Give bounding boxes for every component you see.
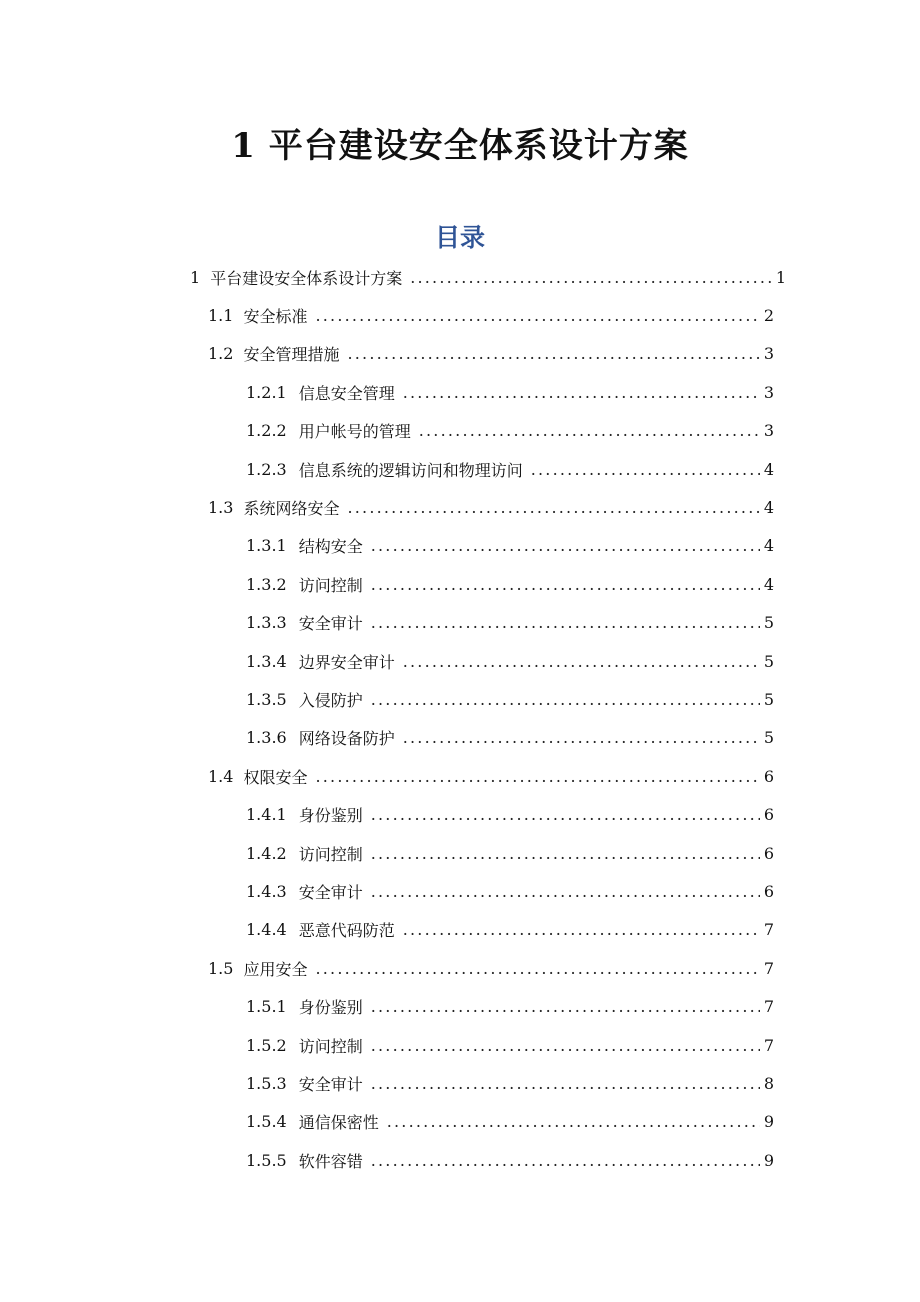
toc-entry-page: 4	[763, 498, 774, 518]
toc-entry-page: 4	[763, 574, 774, 594]
toc-entry-label: 应用安全	[243, 959, 308, 979]
toc-entry[interactable]	[0, 642, 774, 680]
toc-entry-page: 5	[763, 689, 774, 709]
toc-entry-page: 6	[763, 843, 774, 863]
toc-leader-dots	[371, 1036, 760, 1055]
toc-entry-number: 1.3.5	[246, 689, 287, 709]
toc-entry-label: 网络设备防护	[298, 729, 395, 749]
toc-entry-label: 安全审计	[298, 882, 363, 902]
toc-entry-page: 7	[763, 958, 774, 978]
toc-entry-number: 1.4.3	[246, 881, 287, 901]
toc-entry-label: 安全审计	[298, 614, 363, 634]
toc-leader-dots	[347, 498, 759, 517]
toc-entry-page: 4	[763, 536, 774, 556]
toc-leader-dots	[403, 383, 760, 402]
toc-entry-page: 3	[763, 421, 774, 441]
toc-entry-number: 1.4.2	[246, 843, 287, 863]
toc-leader-dots	[315, 959, 759, 978]
toc-entry-label: 用户帐号的管理	[298, 422, 411, 442]
toc-leader-dots	[347, 344, 759, 363]
toc-entry-page: 5	[763, 613, 774, 633]
toc-entry-number: 1.2.1	[246, 382, 287, 402]
toc-entry-label: 结构安全	[298, 537, 363, 557]
toc-entry-page: 7	[763, 1035, 774, 1055]
toc-entry[interactable]	[0, 412, 774, 450]
toc-leader-dots	[371, 1151, 760, 1170]
toc-entry-label: 软件容错	[298, 1151, 363, 1171]
toc-entry-label: 恶意代码防范	[298, 921, 395, 941]
toc-entry-page: 3	[763, 344, 774, 364]
toc-entry[interactable]	[0, 757, 774, 795]
toc-entry-page: 6	[763, 805, 774, 825]
toc-entry[interactable]	[0, 834, 774, 872]
toc-entry-number: 1.2.2	[246, 421, 287, 441]
table-of-contents	[0, 258, 920, 1179]
toc-entry-number: 1.5	[208, 958, 234, 978]
toc-entry[interactable]	[0, 911, 774, 949]
toc-entry-page: 8	[763, 1073, 774, 1093]
toc-entry-number: 1.5.5	[246, 1150, 287, 1170]
toc-leader-dots	[315, 767, 759, 786]
document-title: 1 平台建设安全体系设计方案	[231, 126, 689, 166]
toc-entry-number: 1.5.2	[246, 1035, 287, 1055]
toc-entry-page: 5	[763, 728, 774, 748]
toc-entry-label: 身份鉴别	[298, 998, 363, 1018]
toc-entry[interactable]	[0, 488, 774, 526]
toc-entry[interactable]	[0, 1026, 774, 1064]
toc-heading: 目录	[434, 223, 485, 252]
toc-entry-page: 7	[763, 920, 774, 940]
toc-entry-page: 6	[763, 881, 774, 901]
toc-entry[interactable]	[0, 373, 774, 411]
toc-leader-dots	[403, 728, 760, 747]
toc-entry-number: 1.1	[208, 306, 234, 326]
toc-entry-number: 1.3.3	[246, 613, 287, 633]
toc-entry[interactable]	[0, 296, 774, 334]
toc-entry[interactable]	[0, 527, 774, 565]
toc-leader-dots	[531, 460, 760, 479]
toc-entry[interactable]	[0, 604, 774, 642]
toc-entry-label: 安全标准	[243, 307, 308, 327]
toc-entry-page: 5	[763, 651, 774, 671]
toc-entry[interactable]	[0, 987, 774, 1025]
toc-entry-label: 通信保密性	[298, 1113, 379, 1133]
toc-leader-dots	[371, 536, 760, 555]
toc-entry[interactable]	[0, 450, 774, 488]
toc-leader-dots	[419, 421, 760, 440]
toc-entry-label: 访问控制	[298, 844, 363, 864]
toc-entry-label: 信息安全管理	[298, 383, 395, 403]
toc-entry-number: 1.3.1	[246, 536, 287, 556]
toc-entry-number: 1	[190, 267, 201, 287]
toc-leader-dots	[371, 613, 760, 632]
toc-entry-label: 边界安全审计	[298, 652, 395, 672]
toc-entry[interactable]	[0, 258, 786, 296]
toc-entry-page: 1	[775, 267, 786, 287]
toc-entry-page: 2	[763, 306, 774, 326]
toc-leader-dots	[371, 805, 760, 824]
toc-leader-dots	[371, 575, 760, 594]
toc-entry-page: 9	[763, 1112, 774, 1132]
toc-entry[interactable]	[0, 795, 774, 833]
toc-entry-number: 1.2.3	[246, 459, 287, 479]
toc-entry-number: 1.3.4	[246, 651, 287, 671]
toc-leader-dots	[371, 844, 760, 863]
toc-entry-page: 7	[763, 997, 774, 1017]
toc-leader-dots	[315, 306, 759, 325]
toc-entry-number: 1.5.3	[246, 1073, 287, 1093]
toc-entry-label: 信息系统的逻辑访问和物理访问	[298, 460, 523, 480]
toc-entry-page: 3	[763, 382, 774, 402]
toc-entry-number: 1.5.4	[246, 1112, 287, 1132]
toc-entry[interactable]	[0, 1103, 774, 1141]
toc-entry[interactable]	[0, 565, 774, 603]
toc-entry-label: 安全审计	[298, 1074, 363, 1094]
toc-entry[interactable]	[0, 949, 774, 987]
toc-entry[interactable]	[0, 1141, 774, 1179]
toc-entry-page: 6	[763, 766, 774, 786]
toc-leader-dots	[387, 1112, 760, 1131]
toc-leader-dots	[410, 268, 772, 287]
toc-entry[interactable]	[0, 719, 774, 757]
toc-entry-page: 9	[763, 1150, 774, 1170]
toc-entry[interactable]	[0, 680, 774, 718]
toc-entry-page: 4	[763, 459, 774, 479]
toc-entry-label: 访问控制	[298, 575, 363, 595]
toc-entry-label: 安全管理措施	[243, 345, 340, 365]
toc-entry-number: 1.4	[208, 766, 234, 786]
toc-entry-label: 身份鉴别	[298, 806, 363, 826]
toc-entry-number: 1.3.2	[246, 574, 287, 594]
toc-entry[interactable]	[0, 1064, 774, 1102]
toc-leader-dots	[371, 997, 760, 1016]
toc-entry[interactable]	[0, 872, 774, 910]
toc-entry-label: 入侵防护	[298, 690, 363, 710]
toc-entry-number: 1.4.1	[246, 805, 287, 825]
toc-entry[interactable]	[0, 335, 774, 373]
toc-entry-label: 平台建设安全体系设计方案	[210, 268, 403, 288]
toc-leader-dots	[403, 652, 760, 671]
toc-leader-dots	[371, 690, 760, 709]
toc-entry-label: 访问控制	[298, 1036, 363, 1056]
toc-leader-dots	[371, 882, 760, 901]
toc-entry-number: 1.5.1	[246, 997, 287, 1017]
toc-entry-label: 权限安全	[243, 767, 308, 787]
toc-entry-number: 1.3	[208, 498, 234, 518]
toc-entry-label: 系统网络安全	[243, 499, 340, 519]
toc-entry-number: 1.4.4	[246, 920, 287, 940]
toc-entry-number: 1.3.6	[246, 728, 287, 748]
toc-leader-dots	[403, 920, 760, 939]
toc-entry-number: 1.2	[208, 344, 234, 364]
toc-leader-dots	[371, 1074, 760, 1093]
